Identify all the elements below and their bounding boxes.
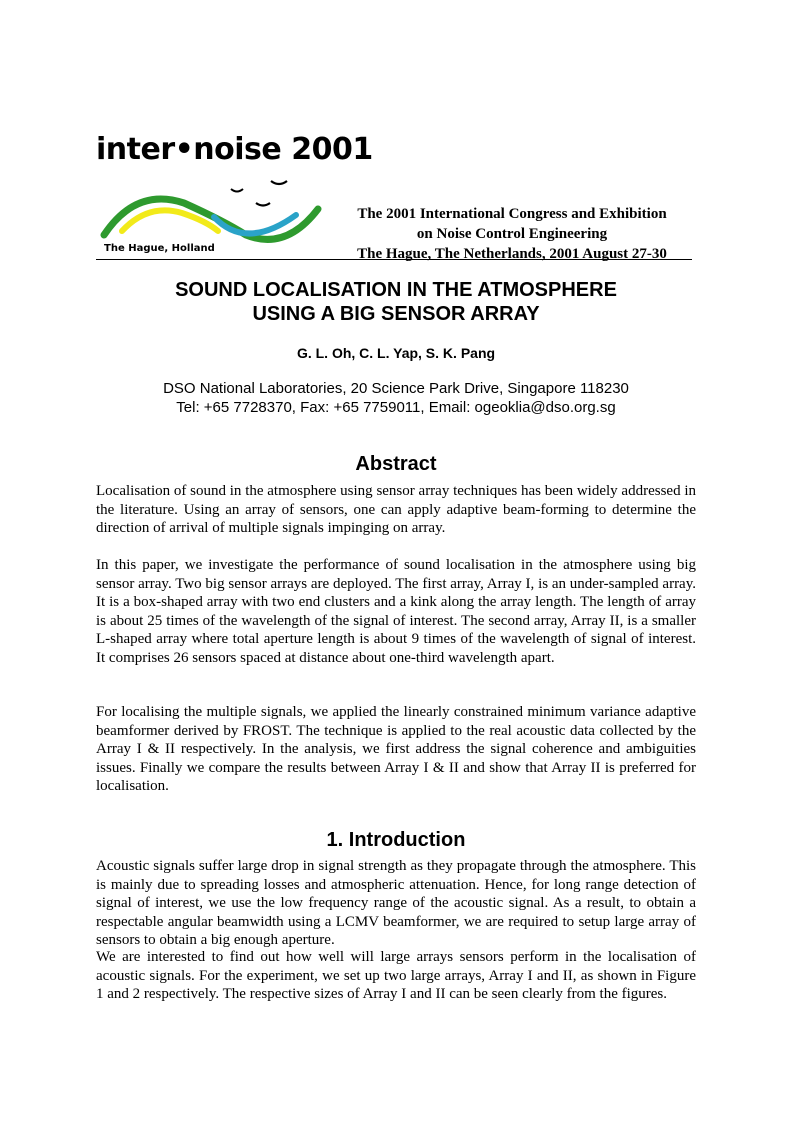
paper-title-line-2: USING A BIG SENSOR ARRAY <box>252 303 540 325</box>
conference-info <box>330 204 694 264</box>
logo-smile-mark <box>231 189 243 192</box>
affiliation-line-2: Tel: +65 7728370, Fax: +65 7759011, Email: ogeoklia@dso.org.sg <box>176 399 616 416</box>
logo-waves-icon <box>96 173 336 245</box>
abstract-paragraph-3 <box>96 703 696 796</box>
affiliation-line-1: DSO National Laboratories, 20 Science Park Drive, Singapore 118230 <box>163 380 629 397</box>
logo-smile-mark <box>256 203 270 206</box>
paper-title-line-1: SOUND LOCALISATION IN THE ATMOSPHERE <box>175 279 617 301</box>
paper-title <box>96 278 696 326</box>
conference-line-2: on Noise Control Engineering <box>416 226 608 242</box>
introduction-heading: 1. Introduction <box>326 829 466 851</box>
introduction-paragraph-1 <box>96 857 696 950</box>
abstract-text-1: Localisation of sound in the atmosphere using sensor array techniques has been widely addressed in the literature. Using an array of sensors, one can apply adaptive beam-forming to determine the direction of arrival of multiple signals impinging on array. <box>96 483 696 537</box>
abstract-paragraph-1 <box>96 482 696 538</box>
logo-blue-wave <box>214 215 296 234</box>
paper-authors: G. L. Oh, C. L. Yap, S. K. Pang <box>296 345 496 361</box>
logo-smile-mark <box>271 181 287 184</box>
abstract-text-3: For localising the multiple signals, we applied the linearly constrained minimum variance adaptive beamformer derived by FROST. The technique is applied to the real acoustic data collected by the Array I & II respectively. In the analysis, we first address the signal coherence and ambiguities issues. Finally we compare the results between Array I & II and show that Array II is preferred for localisation. <box>96 704 696 795</box>
abstract-heading: Abstract <box>355 453 437 475</box>
paper-affiliation <box>96 379 696 417</box>
introduction-text-1: Acoustic signals suffer large drop in signal strength as they propagate through the atmosphere. This is mainly due to spreading losses and atmospheric attenuation. Hence, for long range detection of signal of interest, we use the low frequency range of the acoustic signal. As a result, to obtain a respectable angular beamwidth using a LCMV beamformer, we are required to setup large array of sensors to obtain a big enough aperture. <box>96 858 696 949</box>
conference-line-3: The Hague, The Netherlands, 2001 August 27-30 <box>357 246 667 262</box>
logo-caption: The Hague, Holland <box>104 243 215 254</box>
header-rule <box>96 259 692 260</box>
conference-logo <box>96 132 373 260</box>
introduction-paragraph-2 <box>96 948 696 1004</box>
logo-title: inter•noise 2001 <box>96 132 373 167</box>
abstract-text-2: In this paper, we investigate the performance of sound localisation in the atmosphere using big sensor array. Two big sensor arrays are deployed. The first array, Array I, is an under-sampled array. It is a box-shaped array with two end clusters and a kink along the array length. The length of array is about 25 times of the wavelength of the signal of interest. The second array, Array II, is a smaller L-shaped array where total aperture length is about 9 times of the wavelength of signal of interest. It comprises 26 sensors spaced at distance about one-third wavelength apart. <box>96 557 696 666</box>
conference-line-1: The 2001 International Congress and Exhibition <box>357 206 667 222</box>
abstract-paragraph-2 <box>96 556 696 668</box>
introduction-text-2: We are interested to find out how well will large arrays sensors perform in the localisation of acoustic signals. For the experiment, we set up two large arrays, Array I and II, as shown in Figure 1 and 2 respectively. The respective sizes of Array I and II can be seen clearly from the figures. <box>96 949 696 1003</box>
